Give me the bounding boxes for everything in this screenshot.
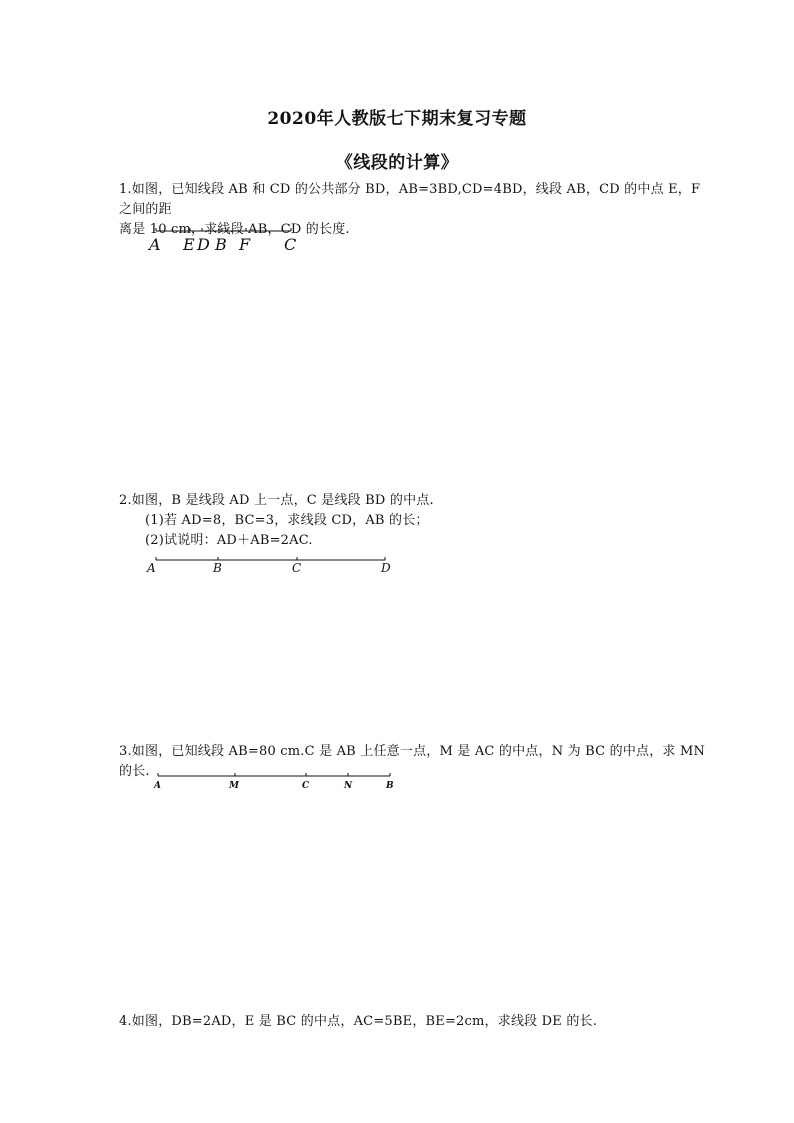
question-4-line-1: 4.如图，DB=2AD，E 是 BC 的中点，AC=5BE，BE=2cm，求线段 DE 的长. xyxy=(119,1014,598,1029)
point-label-d: D xyxy=(197,235,210,254)
point-label-f: F xyxy=(239,235,251,254)
question-2-line-1: 2.如图，B 是线段 AD 上一点，C 是线段 BD 的中点. xyxy=(119,493,434,508)
question-3-line-1: 3.如图，已知线段 AB=80 cm.C 是 AB 上任意一点，M 是 AC 的中点，N 为 BC 的中点，求 MN 的长. xyxy=(119,744,706,779)
point-label-n: N xyxy=(344,781,353,791)
page-subtitle: 《线段的计算》 xyxy=(335,153,459,173)
page-title: 2020年人教版七下期末复习专题 xyxy=(267,109,527,129)
question-2 xyxy=(119,491,709,551)
point-label-b: B xyxy=(215,235,227,254)
point-label-b: B xyxy=(386,781,394,791)
point-label-c: C xyxy=(292,561,302,575)
figure-3 xyxy=(145,768,405,794)
point-label-a: A xyxy=(147,561,156,575)
point-label-c: C xyxy=(284,235,297,254)
question-4 xyxy=(119,1012,709,1032)
question-1-line-2: 离是 10 cm，求线段 AB，CD 的长度. xyxy=(119,222,350,237)
question-1-line-1: 1.如图，已知线段 AB 和 CD 的公共部分 BD，AB=3BD,CD=4BD，线段 AB，CD 的中点 E，F 之间的距 xyxy=(119,182,701,217)
question-2-part-2: (2)试说明：AD＋AB=2AC. xyxy=(145,533,313,548)
point-label-a: A xyxy=(154,781,161,791)
point-label-b: B xyxy=(213,561,222,575)
point-label-e: E xyxy=(183,235,195,254)
figure-2 xyxy=(140,552,400,578)
point-label-m: M xyxy=(229,781,239,791)
point-label-c: C xyxy=(302,781,310,791)
point-label-a: A xyxy=(149,235,161,254)
question-2-part-1: (1)若 AD=8，BC=3，求线段 CD，AB 的长； xyxy=(145,513,429,528)
figure-1 xyxy=(140,222,320,258)
point-label-d: D xyxy=(381,561,391,575)
